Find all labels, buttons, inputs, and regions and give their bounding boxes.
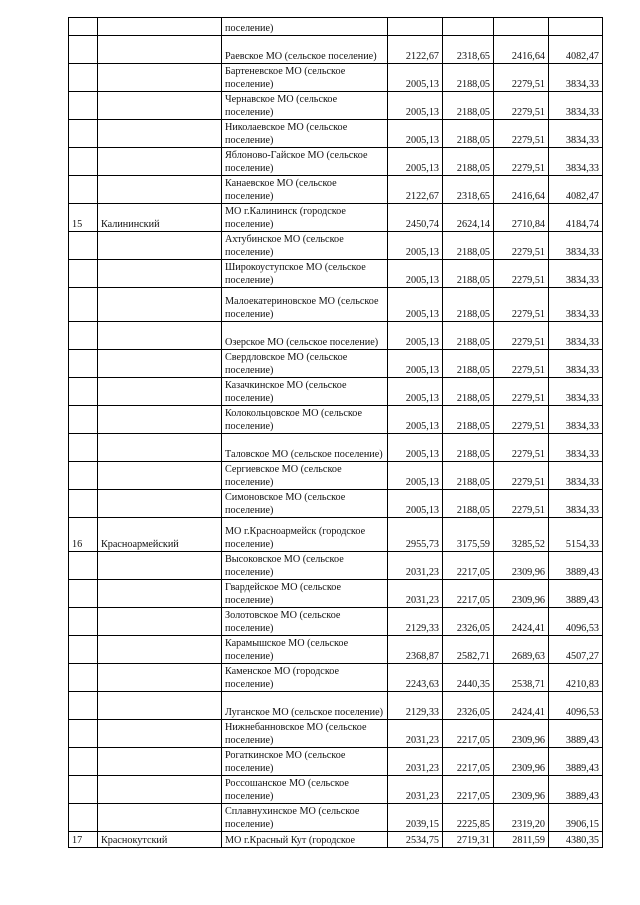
value-cell-4: 5154,33 (549, 518, 603, 552)
district-cell (98, 322, 222, 350)
value-cell-1: 2005,13 (388, 92, 443, 120)
municipality-name-cell: Колокольцовское МО (сельское поселение) (222, 406, 388, 434)
table-row (69, 748, 603, 776)
value-cell-4: 3906,15 (549, 804, 603, 832)
district-cell (98, 288, 222, 322)
table-row (69, 776, 603, 804)
value-cell-1: 2005,13 (388, 260, 443, 288)
table-row (69, 406, 603, 434)
value-cell-2: 2217,05 (443, 552, 494, 580)
value-cell-3: 2309,96 (494, 748, 549, 776)
value-cell-1: 2129,33 (388, 692, 443, 720)
value-cell-2: 2624,14 (443, 204, 494, 232)
table-row (69, 64, 603, 92)
district-cell (98, 804, 222, 832)
municipality-name-cell: Яблоново-Гайское МО (сельское поселение) (222, 148, 388, 176)
table-row (69, 120, 603, 148)
value-cell-1: 2005,13 (388, 148, 443, 176)
value-cell-4: 4184,74 (549, 204, 603, 232)
district-cell: Краснокутский (98, 832, 222, 848)
table-row (69, 664, 603, 692)
municipality-name-cell: Раевское МО (сельское поселение) (222, 36, 388, 64)
value-cell-2: 3175,59 (443, 518, 494, 552)
row-number-cell (69, 36, 98, 64)
row-number-cell (69, 288, 98, 322)
district-cell (98, 350, 222, 378)
municipality-name-cell: Рогаткинское МО (сельское поселение) (222, 748, 388, 776)
district-cell (98, 406, 222, 434)
row-number-cell (69, 322, 98, 350)
row-number-cell (69, 260, 98, 288)
value-cell-1: 2005,13 (388, 64, 443, 92)
row-number-cell (69, 350, 98, 378)
row-number-cell (69, 232, 98, 260)
district-cell (98, 552, 222, 580)
district-cell (98, 176, 222, 204)
value-cell-4: 4096,53 (549, 692, 603, 720)
district-cell (98, 462, 222, 490)
value-cell-2: 2188,05 (443, 92, 494, 120)
value-cell-1: 2122,67 (388, 176, 443, 204)
municipality-name-cell: Нижнебанновское МО (сельское поселение) (222, 720, 388, 748)
value-cell-2: 2188,05 (443, 148, 494, 176)
value-cell-2: 2188,05 (443, 260, 494, 288)
value-cell-4: 3834,33 (549, 378, 603, 406)
table-row (69, 260, 603, 288)
district-cell (98, 776, 222, 804)
value-cell-1: 2005,13 (388, 406, 443, 434)
value-cell-4: 4082,47 (549, 176, 603, 204)
row-number-cell (69, 92, 98, 120)
row-number-cell (69, 462, 98, 490)
district-cell (98, 748, 222, 776)
row-number-cell (69, 406, 98, 434)
value-cell-2: 2188,05 (443, 288, 494, 322)
value-cell-3: 2416,64 (494, 36, 549, 64)
table-row (69, 580, 603, 608)
row-number-cell (69, 148, 98, 176)
value-cell-3: 2279,51 (494, 406, 549, 434)
municipality-name-cell: МО г.Красный Кут (городское (222, 832, 388, 848)
value-cell-2: 2318,65 (443, 36, 494, 64)
value-cell-2: 2188,05 (443, 490, 494, 518)
value-cell-4: 4507,27 (549, 636, 603, 664)
table-row (69, 518, 603, 552)
value-cell-1: 2031,23 (388, 748, 443, 776)
value-cell-3: 2309,96 (494, 720, 549, 748)
value-cell-2: 2582,71 (443, 636, 494, 664)
row-number-cell (69, 804, 98, 832)
value-cell-1: 2005,13 (388, 462, 443, 490)
value-cell-3: 2416,64 (494, 176, 549, 204)
value-cell-1: 2005,13 (388, 490, 443, 518)
district-cell (98, 720, 222, 748)
row-number-cell: 15 (69, 204, 98, 232)
row-number-cell (69, 608, 98, 636)
value-cell-4: 3834,33 (549, 462, 603, 490)
municipality-name-cell: Сергиевское МО (сельское поселение) (222, 462, 388, 490)
value-cell-4: 4210,83 (549, 664, 603, 692)
table-row (69, 148, 603, 176)
table-row (69, 350, 603, 378)
district-cell (98, 92, 222, 120)
value-cell-1: 2005,13 (388, 350, 443, 378)
value-cell-3: 2279,51 (494, 288, 549, 322)
document-page (68, 17, 603, 848)
value-cell-4: 3889,43 (549, 720, 603, 748)
table-row (69, 434, 603, 462)
row-number-cell (69, 776, 98, 804)
district-cell (98, 692, 222, 720)
value-cell-4: 3834,33 (549, 406, 603, 434)
table-row (69, 636, 603, 664)
table-row (69, 288, 603, 322)
value-cell-2: 2217,05 (443, 580, 494, 608)
municipality-name-cell: МО г.Калининск (городское поселение) (222, 204, 388, 232)
value-cell-2: 2217,05 (443, 748, 494, 776)
value-cell-2: 2217,05 (443, 720, 494, 748)
district-cell (98, 64, 222, 92)
value-cell-4: 4082,47 (549, 36, 603, 64)
value-cell-3: 2538,71 (494, 664, 549, 692)
value-cell-2: 2326,05 (443, 692, 494, 720)
table-row (69, 378, 603, 406)
table-row (69, 36, 603, 64)
value-cell-2: 2217,05 (443, 776, 494, 804)
value-cell-4: 3834,33 (549, 350, 603, 378)
value-cell-3: 2279,51 (494, 148, 549, 176)
district-cell (98, 608, 222, 636)
table-row (69, 832, 603, 848)
value-cell-3: 2279,51 (494, 260, 549, 288)
value-cell-4: 3889,43 (549, 580, 603, 608)
table-row (69, 322, 603, 350)
value-cell-1: 2005,13 (388, 378, 443, 406)
value-cell-4: 3889,43 (549, 748, 603, 776)
municipality-name-cell: Луганское МО (сельское поселение) (222, 692, 388, 720)
value-cell-4: 3834,33 (549, 92, 603, 120)
value-cell-2: 2188,05 (443, 232, 494, 260)
municipality-name-cell: Россошанское МО (сельское поселение) (222, 776, 388, 804)
row-number-cell (69, 636, 98, 664)
row-number-cell (69, 434, 98, 462)
value-cell-2: 2440,35 (443, 664, 494, 692)
table-row (69, 176, 603, 204)
municipality-name-cell: Свердловское МО (сельское поселение) (222, 350, 388, 378)
district-cell (98, 120, 222, 148)
municipality-name-cell: Озерское МО (сельское поселение) (222, 322, 388, 350)
value-cell-1: 2955,73 (388, 518, 443, 552)
municipality-name-cell: Чернавское МО (сельское поселение) (222, 92, 388, 120)
value-cell-2: 2188,05 (443, 462, 494, 490)
district-cell (98, 378, 222, 406)
value-cell-2: 2188,05 (443, 350, 494, 378)
row-number-cell (69, 552, 98, 580)
value-cell-4: 3889,43 (549, 776, 603, 804)
value-cell-4: 4096,53 (549, 608, 603, 636)
row-number-cell (69, 490, 98, 518)
value-cell-4: 3834,33 (549, 288, 603, 322)
district-cell (98, 434, 222, 462)
value-cell-1: 2129,33 (388, 608, 443, 636)
value-cell-3: 2309,96 (494, 776, 549, 804)
table-row (69, 552, 603, 580)
district-cell: Калининский (98, 204, 222, 232)
value-cell-1: 2005,13 (388, 322, 443, 350)
value-cell-3: 3285,52 (494, 518, 549, 552)
district-cell (98, 36, 222, 64)
row-number-cell (69, 120, 98, 148)
value-cell-2: 2188,05 (443, 406, 494, 434)
value-cell-2: 2326,05 (443, 608, 494, 636)
municipality-name-cell: Высоковское МО (сельское поселение) (222, 552, 388, 580)
value-cell-2: 2188,05 (443, 322, 494, 350)
value-cell-1: 2534,75 (388, 832, 443, 848)
district-cell (98, 636, 222, 664)
value-cell-3: 2279,51 (494, 64, 549, 92)
value-cell-4: 3834,33 (549, 232, 603, 260)
row-number-cell (69, 18, 98, 36)
value-cell-2: 2225,85 (443, 804, 494, 832)
value-cell-1: 2031,23 (388, 580, 443, 608)
value-cell-3: 2309,96 (494, 552, 549, 580)
value-cell-3: 2424,41 (494, 692, 549, 720)
table-row (69, 232, 603, 260)
value-cell-3 (494, 18, 549, 36)
district-cell (98, 580, 222, 608)
table-row (69, 18, 603, 36)
value-cell-1: 2243,63 (388, 664, 443, 692)
district-cell (98, 18, 222, 36)
municipality-name-cell: Гвардейское МО (сельское поселение) (222, 580, 388, 608)
value-cell-1: 2122,67 (388, 36, 443, 64)
table-row (69, 608, 603, 636)
municipality-name-cell: Симоновское МО (сельское поселение) (222, 490, 388, 518)
value-cell-3: 2279,51 (494, 92, 549, 120)
municipality-name-cell: Карамышское МО (сельское поселение) (222, 636, 388, 664)
value-cell-3: 2689,63 (494, 636, 549, 664)
value-cell-3: 2279,51 (494, 120, 549, 148)
value-cell-1: 2031,23 (388, 720, 443, 748)
table-row (69, 92, 603, 120)
table-row (69, 692, 603, 720)
table-row (69, 204, 603, 232)
value-cell-4: 3834,33 (549, 322, 603, 350)
table-row (69, 462, 603, 490)
value-cell-2 (443, 18, 494, 36)
value-cell-3: 2279,51 (494, 434, 549, 462)
value-cell-4: 3834,33 (549, 434, 603, 462)
municipality-name-cell: Канаевское МО (сельское поселение) (222, 176, 388, 204)
value-cell-1: 2005,13 (388, 288, 443, 322)
row-number-cell (69, 176, 98, 204)
value-cell-3: 2710,84 (494, 204, 549, 232)
value-cell-3: 2279,51 (494, 322, 549, 350)
value-cell-1: 2039,15 (388, 804, 443, 832)
value-cell-3: 2811,59 (494, 832, 549, 848)
value-cell-1: 2005,13 (388, 232, 443, 260)
municipality-name-cell: Казачкинское МО (сельское поселение) (222, 378, 388, 406)
row-number-cell (69, 748, 98, 776)
value-cell-2: 2719,31 (443, 832, 494, 848)
district-cell (98, 232, 222, 260)
value-cell-4: 4380,35 (549, 832, 603, 848)
municipality-name-cell: Ахтубинское МО (сельское поселение) (222, 232, 388, 260)
municipality-name-cell: Таловское МО (сельское поселение) (222, 434, 388, 462)
municipality-name-cell: Бартеневское МО (сельское поселение) (222, 64, 388, 92)
table-body (69, 18, 603, 848)
value-cell-2: 2318,65 (443, 176, 494, 204)
value-cell-1: 2450,74 (388, 204, 443, 232)
value-cell-3: 2279,51 (494, 232, 549, 260)
value-cell-2: 2188,05 (443, 64, 494, 92)
value-cell-3: 2319,20 (494, 804, 549, 832)
municipality-name-cell: Широкоуступское МО (сельское поселение) (222, 260, 388, 288)
value-cell-3: 2279,51 (494, 350, 549, 378)
value-cell-4: 3834,33 (549, 490, 603, 518)
value-cell-3: 2309,96 (494, 580, 549, 608)
value-cell-1: 2368,87 (388, 636, 443, 664)
value-cell-2: 2188,05 (443, 120, 494, 148)
municipality-name-cell: Каменское МО (городское поселение) (222, 664, 388, 692)
row-number-cell (69, 664, 98, 692)
value-cell-4: 3889,43 (549, 552, 603, 580)
municipality-name-cell: Николаевское МО (сельское поселение) (222, 120, 388, 148)
value-cell-4 (549, 18, 603, 36)
value-cell-1 (388, 18, 443, 36)
value-cell-3: 2424,41 (494, 608, 549, 636)
row-number-cell (69, 378, 98, 406)
municipality-name-cell: Золотовское МО (сельское поселение) (222, 608, 388, 636)
district-cell (98, 664, 222, 692)
value-cell-3: 2279,51 (494, 378, 549, 406)
value-cell-1: 2005,13 (388, 434, 443, 462)
value-cell-1: 2005,13 (388, 120, 443, 148)
row-number-cell: 17 (69, 832, 98, 848)
district-cell (98, 148, 222, 176)
row-number-cell (69, 580, 98, 608)
value-cell-1: 2031,23 (388, 552, 443, 580)
district-cell (98, 490, 222, 518)
value-cell-4: 3834,33 (549, 120, 603, 148)
district-cell (98, 260, 222, 288)
value-cell-3: 2279,51 (494, 462, 549, 490)
tariff-table (68, 17, 603, 848)
table-row (69, 804, 603, 832)
municipality-name-cell: поселение) (222, 18, 388, 36)
row-number-cell: 16 (69, 518, 98, 552)
value-cell-2: 2188,05 (443, 434, 494, 462)
municipality-name-cell: Сплавнухинское МО (сельское поселение) (222, 804, 388, 832)
row-number-cell (69, 692, 98, 720)
value-cell-4: 3834,33 (549, 260, 603, 288)
row-number-cell (69, 720, 98, 748)
value-cell-3: 2279,51 (494, 490, 549, 518)
value-cell-4: 3834,33 (549, 148, 603, 176)
municipality-name-cell: МО г.Красноармейск (городское поселение) (222, 518, 388, 552)
municipality-name-cell: Малоекатериновское МО (сельское поселение) (222, 288, 388, 322)
table-row (69, 720, 603, 748)
value-cell-2: 2188,05 (443, 378, 494, 406)
row-number-cell (69, 64, 98, 92)
value-cell-1: 2031,23 (388, 776, 443, 804)
value-cell-4: 3834,33 (549, 64, 603, 92)
district-cell: Красноармейский (98, 518, 222, 552)
table-row (69, 490, 603, 518)
